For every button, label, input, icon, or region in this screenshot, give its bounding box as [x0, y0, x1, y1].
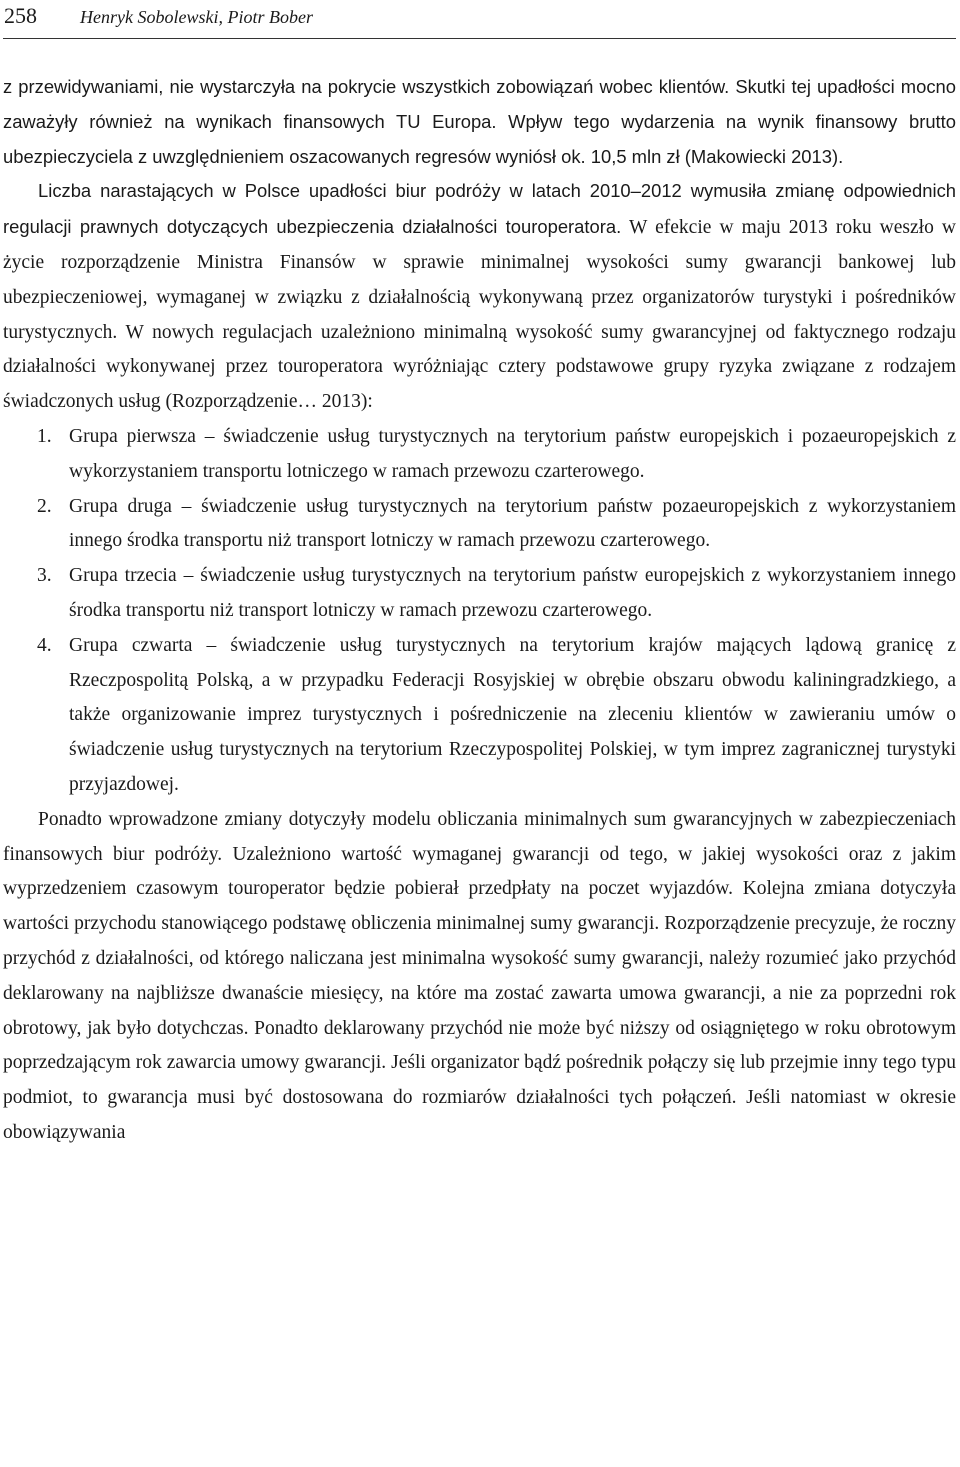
list-item-group-3 [3, 559, 956, 629]
page-header [3, 0, 956, 39]
list-item-number: 1. [37, 425, 52, 447]
body-text [3, 70, 956, 1151]
paragraph-continuation: z przewidywaniami, nie wystarczyła na pokrycie wszystkich zobowiązań wobec klientów. Skutki tej upadłości mocno zaważyły również na wynikach finansowych TU Europa. Wpływ tego wydarzenia na wynik finansowy brutto ubezpieczyciela z uwzględnieniem oszacowanych regresów wyniósł ok. 10,5 mln zł (Makowiecki 2013). [3, 76, 956, 167]
list-item-text: Grupa czwarta – świadczenie usług turystycznych na terytorium krajów mających lądową granicę z Rzeczpospolitą Polską, a w przypadku Federacji Rosyjskiej w obrębie obszaru obwodu kaliningradzkiego, a także organizowanie imprez turystycznych i pośredniczenie na zleceniu klientów w zawieraniu umów o świadczenie usług turystycznych na terytorium Rzeczypospolitej Polskiej, w tym imprez zagranicznej turystyki przyjazdowej. [69, 634, 956, 795]
list-item-group-2 [3, 490, 956, 560]
list-item-number: 4. [37, 634, 52, 656]
list-item-number: 2. [37, 495, 52, 517]
paragraph-regulations [3, 174, 956, 420]
running-head-authors: Henryk Sobolewski, Piotr Bober [80, 7, 313, 27]
list-item-text: Grupa druga – świadczenie usług turystycznych na terytorium państw pozaeuropejskich z wykorzystaniem innego środka transportu niż transport lotniczy w ramach przewozu czarterowego. [69, 495, 956, 552]
list-item-group-4 [3, 629, 956, 803]
risk-groups-list [3, 420, 956, 803]
list-item-text: Grupa pierwsza – świadczenie usług turystycznych na terytorium państw europejskich i pozaeuropejskich z wykorzystaniem transportu lotniczego w ramach przewozu czarterowego. [69, 425, 956, 482]
list-item-group-1 [3, 420, 956, 490]
list-item-number: 3. [37, 565, 52, 587]
paragraph-regulations-body: W efekcie w maju 2013 roku weszło w życie rozporządzenie Ministra Finansów w sprawie minimalnej wysokości sumy gwarancji bankowej lub ubezpieczeniowej, wymaganej w związku z działalnością wykonywaną przez organizatorów turystyki i pośredników turystycznych. W nowych regulacjach uzależniono minimalną wysokość sumy gwarancyjnej od faktycznego rodzaju działalności wykonywanej przez touroperatora wyróżniając cztery podstawowe grupy ryzyka związane z rodzajem świadczonych usług (Rozporządzenie… 2013): [3, 217, 956, 413]
paragraph-regulations-intro: Liczba narastających w Polsce upadłości biur podróży w latach 2010–2012 wymusiła zmianę odpowiednich regulacji prawnych dotyczących ubezpieczenia działalności touroperatora. [3, 180, 956, 238]
document-page [3, 0, 956, 1143]
list-item-text: Grupa trzecia – świadczenie usług turystycznych na terytorium państw europejskich z wykorzystaniem innego środka transportu niż transport lotniczy w ramach przewozu czarterowego. [69, 565, 956, 621]
paragraph-guarantee-model: Ponadto wprowadzone zmiany dotyczyły modelu obliczania minimalnych sum gwarancyjnych w zabezpieczeniach finansowych biur podróży. Uzależniono wartość wymaganej gwarancji od tego, w jakiej wysokości oraz z jakim wyprzedzeniem czasowym touroperator będzie pobierał przedpłaty na poczet wyjazdów. Kolejna zmiana dotyczyła wartości przychodu stanowiącego podstawę obliczenia minimalnej sumy gwarancji. Rozporządzenie precyzuje, że roczny przychód z działalności, od którego naliczana jest minimalna wysokość sumy gwarancji, należy rozumieć jako przychód deklarowany na najbliższe dwanaście miesięcy, na które ma zostać zawarta umowa gwarancji, a nie za poprzedni rok obrotowy, jak było dotychczas. Ponadto deklarowany przychód nie może być niższy od osiągniętego w roku obrotowym poprzedzającym rok zawarcia umowy gwarancji. Jeśli organizator bądź pośrednik połączy się lub przejmie inny tego typu podmiot, to gwarancja musi być dostosowana do rozmiarów działalności tych połączeń. Jeśli natomiast w okresie obowiązywania [3, 808, 956, 1143]
page-number: 258 [4, 3, 37, 28]
